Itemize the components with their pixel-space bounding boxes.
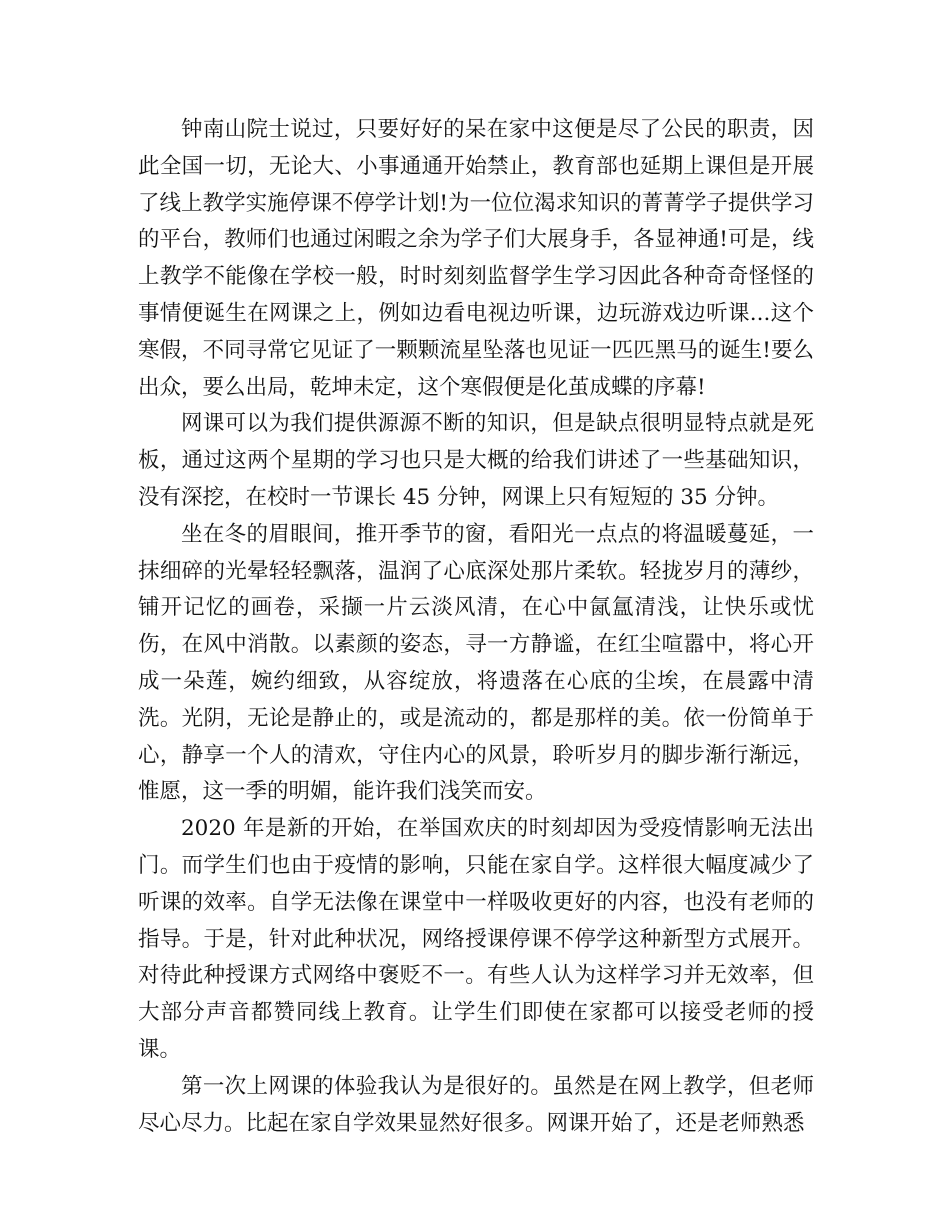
paragraph-1: 钟南山院士说过，只要好好的呆在家中这便是尽了公民的职责，因此全国一切，无论大、小事通通开始禁止，教育部也延期上课但是开展了线上教学实施停课不停学计划!为一位位渴求知识的菁菁学子提供学习的平台，教师们也通过闲暇之余为学子们大展身手，各显神通!可是，线上教学不能像在学校一般，时时刻刻监督学生学习因此各种奇奇怪怪的事情便诞生在网课之上，例如边看电视边听课，边玩游戏边听课...这个寒假，不同寻常它见证了一颗颗流星坠落也见证一匹匹黑马的诞生!要么出众，要么出局，乾坤未定，这个寒假便是化茧成蝶的序幕! (138, 117, 814, 400)
paragraph-5: 第一次上网课的体验我认为是很好的。虽然是在网上教学，但老师尽心尽力。比起在家自学效果显然好很多。网课开始了，还是老师熟悉 (138, 1073, 814, 1136)
paragraph-4: 2020 年是新的开始，在举国欢庆的时刻却因为受疫情影响无法出门。而学生们也由于疫情的影响，只能在家自学。这样很大幅度减少了听课的效率。自学无法像在课堂中一样吸收更好的内容，也没有老师的指导。于是，针对此种状况，网络授课停课不停学这种新型方式展开。对待此种授课方式网络中褒贬不一。有些人认为这样学习并无效率，但大部分声音都赞同线上教育。让学生们即使在家都可以接受老师的授课。 (138, 816, 814, 1062)
paragraph-3: 坐在冬的眉眼间，推开季节的窗，看阳光一点点的将温暖蔓延，一抹细碎的光晕轻轻飘落，温润了心底深处那片柔软。轻拢岁月的薄纱，铺开记忆的画卷，采撷一片云淡风清，在心中氤氲清浅，让快乐或忧伤，在风中消散。以素颜的姿态，寻一方静谧，在红尘喧嚣中，将心开成一朵莲，婉约细致，从容绽放，将遗落在心底的尘埃，在晨露中清洗。光阴，无论是静止的，或是流动的，都是那样的美。依一份简单于心，静享一个人的清欢，守住内心的风景，聆听岁月的脚步渐行渐远，惟愿，这一季的明媚，能许我们浅笑而安。 (138, 521, 814, 805)
paragraph-2: 网课可以为我们提供源源不断的知识，但是缺点很明显特点就是死板，通过这两个星期的学习也只是大概的给我们讲述了一些基础知识，没有深挖，在校时一节课长 45 分钟，网课上只有短短的 35 分钟。 (138, 411, 814, 510)
document-body (138, 112, 814, 1142)
